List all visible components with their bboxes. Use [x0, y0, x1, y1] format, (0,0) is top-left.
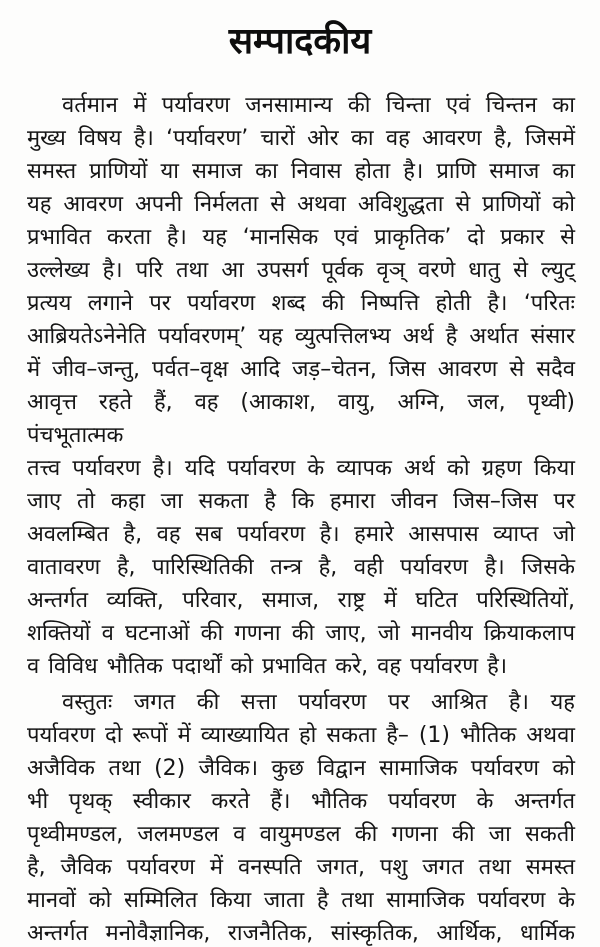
text-line: अन्तर्गत व्यक्ति, परिवार, समाज, राष्ट्र में घटित परिस्थितियों,: [27, 588, 575, 613]
text-line: यह आवरण अपनी निर्मलता से अथवा अविशुद्धता से प्राणियों को: [27, 192, 575, 217]
text-line: पर्यावरण दो रूपों में व्याख्यायित हो सकता है– (1) भौतिक अथवा: [27, 723, 575, 748]
text-line: आवृत्त रहते हैं, वह (आकाश, वायु, अग्नि, जल, पृथ्वी) पंचभूतात्मक: [27, 390, 575, 448]
text-line: प्रत्यय लगाने पर पर्यावरण शब्द की निष्पत्ति होती है। ‘परितः: [27, 291, 575, 316]
text-line: वस्तुतः जगत की सत्ता पर्यावरण पर आश्रित है। यह: [62, 690, 575, 715]
text-line: जाए तो कहा जा सकता है कि हमारा जीवन जिस–जिस पर: [27, 489, 575, 514]
text-line: अवलम्बित है, वह सब पर्यावरण है। हमारे आसपास व्याप्त जो: [27, 522, 575, 547]
text-line: व विविध भौतिक पदार्थों को प्रभावित करे, वह पर्यावरण है।: [27, 654, 508, 679]
text-line: उल्लेख्य है। परि तथा आ उपसर्ग पूर्वक वृञ् वरणे धातु से ल्युट्: [27, 258, 575, 283]
text-line: भी पृथक् स्वीकार करते हैं। भौतिक पर्यावरण के अन्तर्गत: [27, 789, 575, 814]
text-line: है, जैविक पर्यावरण में वनस्पति जगत, पशु जगत तथा समस्त: [27, 855, 575, 880]
paragraph-2: [27, 686, 575, 947]
text-line: आब्रियतेऽनेनेति पर्यावरणम्’ यह व्युत्पत्तिलभ्य अर्थ है अर्थात संसार: [27, 324, 575, 349]
text-line: पृथ्वीमण्डल, जलमण्डल व वायुमण्डल की गणना की जा सकती: [27, 822, 575, 847]
text-line: अजैविक तथा (2) जैविक। कुछ विद्वान सामाजिक पर्यावरण को: [27, 756, 575, 781]
text-line: मानवों को सम्मिलित किया जाता है तथा सामाजिक पर्यावरण के: [27, 888, 575, 913]
text-line: शक्तियों व घटनाओं की गणना की जाए, जो मानवीय क्रियाकलाप: [27, 621, 575, 646]
text-line: मुख्य विषय है। ‘पर्यावरण’ चारों ओर का वह आवरण है, जिसमें: [27, 126, 575, 151]
page-title: सम्पादकीय: [228, 21, 372, 62]
paragraph-1: [27, 89, 575, 683]
text-line: वातावरण है, पारिस्थितिकी तन्त्र है, वही पर्यावरण है। जिसके: [27, 555, 575, 580]
text-line: समस्त प्राणियों या समाज का निवास होता है। प्राणि समाज का: [27, 159, 575, 184]
text-line: में जीव–जन्तु, पर्वत–वृक्ष आदि जड़–चेतन, जिस आवरण से सदैव: [27, 357, 575, 382]
text-line: तत्त्व पर्यावरण है। यदि पर्यावरण के व्यापक अर्थ को ग्रहण किया: [27, 456, 575, 481]
text-line: अन्तर्गत मनोवैज्ञानिक, राजनैतिक, सांस्कृतिक, आर्थिक, धार्मिक: [27, 921, 575, 946]
body-text: [0, 64, 600, 947]
text-line: वर्तमान में पर्यावरण जनसामान्य की चिन्ता एवं चिन्तन का: [62, 93, 575, 118]
text-line: प्रभावित करता है। यह ‘मानसिक एवं प्राकृतिक’ दो प्रकार से: [27, 225, 575, 250]
